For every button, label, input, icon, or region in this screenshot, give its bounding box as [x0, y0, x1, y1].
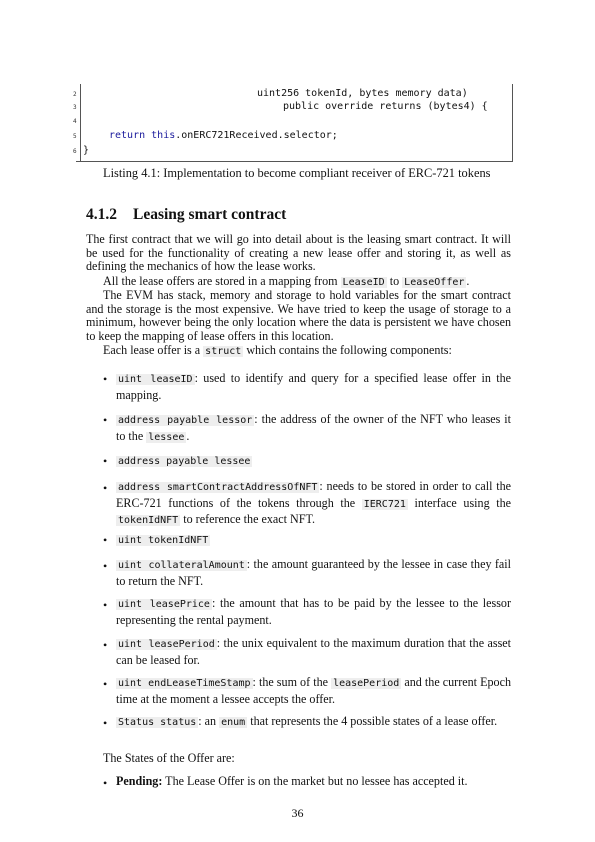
bullet: •: [103, 638, 108, 652]
bullet: •: [103, 716, 108, 730]
inline-code: LeaseID: [342, 277, 385, 288]
list-item: [116, 371, 511, 402]
text: : an: [198, 714, 220, 728]
paragraph: The first contract that we will go into detail about is the leasing smart contract. It will be used for the functionality of creating a new lease offer and storing it, as well as defining the mechanics of how the lease works.: [86, 232, 511, 274]
section-number: 4.1.2: [86, 206, 117, 223]
code-keyword: this: [151, 130, 176, 141]
text: and the current Epoch time at the moment a lessee accepts the offer.: [116, 675, 511, 706]
text: .: [466, 274, 470, 288]
bullet: •: [103, 413, 108, 427]
inline-code: uint collateralAmount: [118, 560, 245, 571]
inline-code: LeaseOffer: [404, 277, 465, 288]
inline-code: uint leasePrice: [118, 599, 210, 610]
text: which contains the following components:: [243, 343, 452, 357]
code-listing-gutter: [80, 84, 81, 161]
inline-code: address smartContractAddressOfNFT: [118, 482, 318, 493]
listing-caption: Listing 4.1: Implementation to become compliant receiver of ERC-721 tokens: [103, 166, 491, 180]
bullet: •: [103, 776, 108, 790]
code-line: uint256 tokenId, bytes memory data): [257, 88, 468, 99]
inline-code: IERC721: [363, 498, 406, 510]
list-item: [116, 557, 511, 588]
bullet: •: [103, 372, 108, 386]
state-label: Pending:: [116, 774, 163, 788]
list-item: [116, 675, 511, 706]
list-item: [116, 636, 511, 667]
list-item: [116, 479, 511, 529]
inline-code: uint leasePeriod: [118, 639, 215, 650]
inline-code: uint tokenIdNFT: [118, 535, 209, 546]
text: that represents the 4 possible states of a lease offer.: [247, 714, 498, 728]
code-line: [109, 130, 338, 142]
list-item: [116, 532, 511, 549]
inline-code: enum: [221, 717, 246, 728]
inline-code: uint leaseID: [118, 374, 193, 385]
line-number: 6: [73, 148, 77, 155]
code-text: .onERC721Received.selector;: [175, 130, 338, 141]
paragraph: The EVM has stack, memory and storage to hold variables for the smart contract and the storage is the most expensive. We have tried to keep the usage of storage to a minimum, however being the only location where the data is persistent we have chosen to keep the mapping of lease offers in this location.: [86, 288, 511, 343]
text: Each lease offer is a: [103, 343, 204, 357]
text: to reference the exact NFT.: [180, 512, 315, 526]
bullet: •: [103, 533, 108, 547]
inline-code: Status status: [118, 717, 197, 728]
text: : needs to be stored in order to call the ERC-721 functions of the tokens through the: [116, 479, 511, 510]
line-number: 2: [73, 91, 77, 98]
text: : the amount that has to be paid by the lessee to the lessor representing the rental payment.: [116, 596, 511, 627]
text: interface using the: [407, 495, 511, 510]
text: .: [186, 428, 190, 443]
inline-code: leasePeriod: [333, 678, 400, 689]
bullet: •: [103, 677, 108, 691]
list-item: [116, 453, 511, 470]
bullet: •: [103, 598, 108, 612]
text: : the amount guaranteed by the lessee in case they fail to return the NFT.: [116, 557, 511, 588]
list-item: [116, 774, 511, 789]
code-line: public override returns (bytes4) {: [283, 101, 488, 112]
line-number: 5: [73, 133, 77, 140]
inline-code: uint endLeaseTimeStamp: [118, 678, 251, 689]
bullet: •: [103, 454, 108, 468]
text: All the lease offers are stored in a mapping from: [103, 274, 341, 288]
list-item: [116, 412, 511, 445]
paragraph: [86, 344, 511, 359]
list-item: [116, 596, 511, 627]
bullet: •: [103, 481, 108, 495]
text: : the sum of the: [252, 675, 332, 689]
text: : the address of the owner of the NFT who leases it to the: [116, 412, 512, 443]
code-keyword: return: [109, 130, 146, 141]
paragraph: The States of the Offer are:: [103, 751, 235, 765]
text: to: [386, 274, 403, 288]
section-title: Leasing smart contract: [133, 206, 287, 223]
inline-code: struct: [205, 346, 242, 357]
text: : the unix equivalent to the maximum duration that the asset can be leased for.: [116, 636, 512, 667]
code-line: }: [83, 145, 90, 156]
inline-code: address payable lessor: [118, 415, 253, 426]
list-item: [116, 714, 511, 731]
line-number: 3: [73, 104, 77, 111]
inline-code: tokenIdNFT: [118, 515, 179, 526]
inline-code: address payable lessee: [118, 456, 251, 467]
inline-code: lessee: [148, 431, 185, 443]
line-number: 4: [73, 118, 77, 125]
text: : used to identify and query for a specified lease offer in the mapping.: [116, 371, 511, 402]
section-heading: [86, 206, 286, 224]
page-number: 36: [291, 806, 304, 820]
text: The Lease Offer is on the market but no lessee has accepted it.: [162, 774, 468, 788]
bullet: •: [103, 559, 108, 573]
